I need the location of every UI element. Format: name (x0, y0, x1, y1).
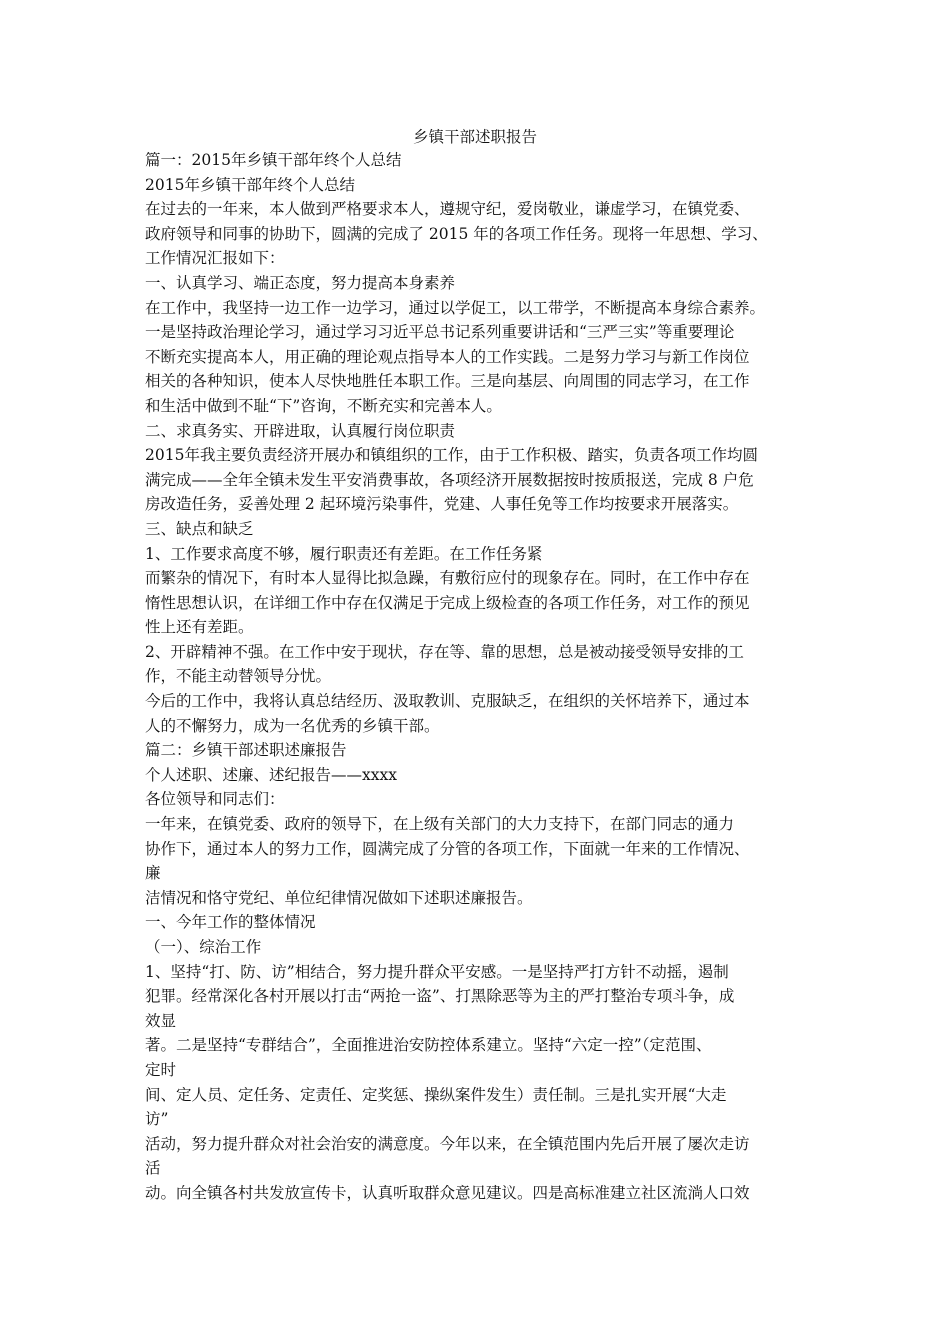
paragraph-line: 活 (145, 1159, 161, 1178)
paragraph-line: 一是坚持政治理论学习，通过学习习近平总书记系列重要讲话和“三严三实”等重要理论 (145, 323, 735, 342)
paragraph-line: 访” (145, 1110, 169, 1129)
paragraph-line: 定时 (145, 1060, 177, 1079)
paragraph-line: 动。向全镇各村共发放宣传卡，认真听取群众意见建议。四是高标准建立社区流淌人口效 (145, 1183, 750, 1202)
paragraph-line: 2015年我主要负责经济开展办和镇组织的工作，由于工作积极、踏实，负责各项工作均圆 (145, 446, 758, 465)
paragraph-line: 不断充实提高本人，用正确的理论观点指导本人的工作实践。二是努力学习与新工作岗位 (145, 347, 750, 366)
paragraph-line: 洁情况和恪守党纪、单位纪律情况做如下述职述廉报告。 (145, 888, 533, 907)
paragraph-line: 间、定人员、定任务、定责任、定奖惩、操纵案件发生）责任制。三是扎实开展“大走 (145, 1085, 727, 1104)
paragraph-line: 活动，努力提升群众对社会治安的满意度。今年以来，在全镇范围内先后开展了屡次走访 (145, 1134, 750, 1153)
paragraph-line: 在工作中，我坚持一边工作一边学习，通过以学促工，以工带学，不断提高本身综合素养。 (145, 298, 766, 317)
paragraph-line: 工作情况汇报如下： (145, 249, 285, 268)
paragraph-line: 篇一：2015年乡镇干部年终个人总结 (145, 151, 402, 169)
paragraph-line: 三、缺点和缺乏 (145, 519, 254, 538)
paragraph-line: 性上还有差距。 (145, 618, 254, 637)
document-body (145, 148, 815, 1206)
paragraph-line: 满完成——全年全镇未发生平安消费事故，各项经济开展数据按时按质报送，完成 8 户危 (145, 470, 754, 489)
paragraph-line: 1、坚持“打、防、访”相结合，努力提升群众平安感。一是坚持严打方针不动摇，遏制 (145, 962, 729, 981)
paragraph-line: 廉 (145, 864, 161, 883)
paragraph-line: 相关的各种知识，使本人尽快地胜任本职工作。三是向基层、向周围的同志学习，在工作 (145, 372, 750, 391)
paragraph-line: 2、开辟精神不强。在工作中安于现状，存在等、靠的思想，总是被动接受领导安排的工 (145, 642, 744, 661)
paragraph-line: 1、工作要求高度不够，履行职责还有差距。在工作任务紧 (145, 544, 543, 563)
paragraph-line: 各位领导和同志们： (145, 790, 285, 809)
paragraph-line: 一、认真学习、端正态度，努力提高本身素养 (145, 273, 456, 292)
paragraph-line: 作，不能主动替领导分忧。 (145, 667, 332, 686)
paragraph-line: 人的不懈努力，成为一名优秀的乡镇干部。 (145, 716, 440, 735)
paragraph-line: 今后的工作中，我将认真总结经历、汲取教训、克服缺乏，在组织的关怀培养下，通过本 (145, 692, 750, 711)
paragraph-line: 政府领导和同事的协助下，圆满的完成了 2015 年的各项工作任务。现将一年思想、学习、 (145, 224, 768, 243)
paragraph-line: 而繁杂的情况下，有时本人显得比拟急躁，有敷衍应付的现象存在。同时，在工作中存在 (145, 569, 750, 588)
paragraph-line: 二、求真务实、开辟进取，认真履行岗位职责 (145, 421, 456, 440)
document-title: 乡镇干部述职报告 (412, 128, 537, 146)
paragraph-line: 一、今年工作的整体情况 (145, 913, 316, 932)
paragraph-line: 协作下，通过本人的努力工作，圆满完成了分管的各项工作，下面就一年来的工作情况、 (145, 839, 750, 858)
paragraph-line: （一）、综治工作 (145, 938, 262, 956)
paragraph-line: 房改造任务，妥善处理 2 起环境污染事件，党建、人事任免等工作均按要求开展落实。 (145, 495, 739, 514)
paragraph-line: 著。二是坚持“专群结合”，全面推进治安防控体系建立。坚持“六定一控”（定范围、 (145, 1036, 712, 1055)
paragraph-line: 在过去的一年来，本人做到严格要求本人，遵规守纪，爱岗敬业，谦虚学习，在镇党委、 (145, 200, 750, 219)
paragraph-line: 个人述职、述廉、述纪报告——xxxx (145, 765, 397, 784)
paragraph-line: 惰性思想认识，在详细工作中存在仅满足于完成上级检查的各项工作任务，对工作的预见 (145, 593, 750, 612)
paragraph-line: 犯罪。经常深化各村开展以打击“两抢一盗”、打黑除恶等为主的严打整治专项斗争，成 (145, 987, 735, 1006)
paragraph-line: 篇二：乡镇干部述职述廉报告 (145, 741, 347, 760)
paragraph-line: 效显 (145, 1011, 177, 1030)
paragraph-line: 一年来，在镇党委、政府的领导下，在上级有关部门的大力支持下，在部门同志的通力 (145, 815, 735, 834)
paragraph-line: 和生活中做到不耻“下”咨询，不断充实和完善本人。 (145, 396, 502, 415)
paragraph-line: 2015年乡镇干部年终个人总结 (145, 175, 355, 194)
